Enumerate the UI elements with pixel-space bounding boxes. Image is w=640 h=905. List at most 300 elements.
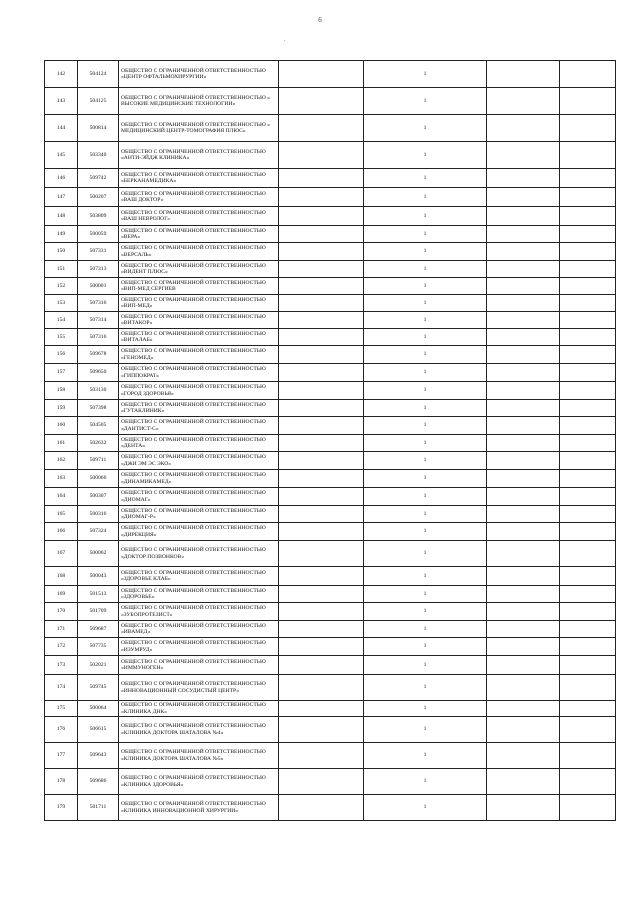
- empty-cell: [560, 261, 616, 278]
- table-row: [45, 115, 616, 142]
- row-value: 1: [364, 603, 487, 621]
- empty-cell: [560, 88, 616, 115]
- row-value: 1: [364, 435, 487, 452]
- empty-cell: [487, 382, 560, 400]
- row-number: 159: [45, 400, 78, 417]
- org-name: ОБЩЕСТВО С ОГРАНИЧЕННОЙ ОТВЕТСТВЕННОСТЬЮ «ИВАМЕД»: [119, 621, 279, 638]
- empty-cell: [487, 61, 560, 88]
- org-code: 500059: [78, 226, 119, 243]
- row-value: 1: [364, 701, 487, 717]
- row-number: 173: [45, 656, 78, 675]
- row-value: 1: [364, 586, 487, 603]
- table-row: [45, 638, 616, 656]
- empty-cell: [487, 621, 560, 638]
- table-row: [45, 364, 616, 382]
- empty-cell: [279, 400, 364, 417]
- empty-cell: [279, 769, 364, 795]
- row-value: 1: [364, 769, 487, 795]
- row-number: 175: [45, 701, 78, 717]
- org-code: 500207: [78, 188, 119, 207]
- row-value: 1: [364, 61, 487, 88]
- empty-cell: [487, 364, 560, 382]
- row-number: 142: [45, 61, 78, 88]
- empty-cell: [279, 621, 364, 638]
- org-name: ОБЩЕСТВО С ОГРАНИЧЕННОЙ ОТВЕТСТВЕННОСТЬЮ «ИММУНОГЕН»: [119, 656, 279, 675]
- org-name: ОБЩЕСТВО С ОГРАНИЧЕННОЙ ОТВЕТСТВЕННОСТЬЮ «ДИОМАГ-Р»: [119, 506, 279, 523]
- empty-cell: [560, 656, 616, 675]
- empty-cell: [487, 638, 560, 656]
- row-number: 176: [45, 717, 78, 743]
- empty-cell: [487, 88, 560, 115]
- empty-cell: [279, 452, 364, 470]
- row-value: 1: [364, 743, 487, 769]
- empty-cell: [560, 488, 616, 506]
- empty-cell: [487, 295, 560, 312]
- empty-cell: [560, 329, 616, 346]
- empty-cell: [560, 61, 616, 88]
- empty-cell: [279, 312, 364, 329]
- empty-cell: [487, 769, 560, 795]
- org-name: ОБЩЕСТВО С ОГРАНИЧЕННОЙ ОТВЕТСТВЕННОСТЬЮ «ВАШ ДОКТОР»: [119, 188, 279, 207]
- empty-cell: [487, 795, 560, 821]
- org-name: ОБЩЕСТВО С ОГРАНИЧЕННОЙ ОТВЕТСТВЕННОСТЬЮ «КЛИНИКА ДОКТОРА ШАТАЛОВА №5»: [119, 743, 279, 769]
- empty-cell: [560, 701, 616, 717]
- table-row: [45, 329, 616, 346]
- row-number: 153: [45, 295, 78, 312]
- empty-cell: [487, 470, 560, 488]
- table-row: [45, 188, 616, 207]
- row-value: 1: [364, 541, 487, 567]
- org-name: ОБЩЕСТВО С ОГРАНИЧЕННОЙ ОТВЕТСТВЕННОСТЬЮ «КЛИНИКА ИННОВАЦИОННОЙ ХИРУРГИИ»: [119, 795, 279, 821]
- empty-cell: [487, 435, 560, 452]
- org-name: ОБЩЕСТВО С ОГРАНИЧЕННОЙ ОТВЕТСТВЕННОСТЬЮ «ГУТАКЛИНИК»: [119, 400, 279, 417]
- empty-cell: [560, 541, 616, 567]
- org-code: 501513: [78, 586, 119, 603]
- org-code: 507398: [78, 400, 119, 417]
- row-number: 172: [45, 638, 78, 656]
- table-row: [45, 675, 616, 701]
- org-name: ОБЩЕСТВО С ОГРАНИЧЕННОЙ ОТВЕТСТВЕННОСТЬЮ «ЗУБОПРОТЕЗИСТ»: [119, 603, 279, 621]
- empty-cell: [487, 243, 560, 261]
- row-number: 146: [45, 169, 78, 188]
- org-code: 503809: [78, 207, 119, 226]
- org-name: ОБЩЕСТВО С ОГРАНИЧЕННОЙ ОТВЕТСТВЕННОСТЬЮ «ВЕРА»: [119, 226, 279, 243]
- empty-cell: [560, 586, 616, 603]
- org-code: 507313: [78, 261, 119, 278]
- empty-cell: [279, 701, 364, 717]
- row-number: 163: [45, 470, 78, 488]
- org-name: ОБЩЕСТВО С ОГРАНИЧЕННОЙ ОТВЕТСТВЕННОСТЬЮ « МЕДИЦИНСКИЙ ЦЕНТР-ТОМОГРАФИЯ ПЛЮС»: [119, 115, 279, 142]
- org-code: 507316: [78, 295, 119, 312]
- row-number: 149: [45, 226, 78, 243]
- table-row: [45, 656, 616, 675]
- table-row: [45, 769, 616, 795]
- org-code: 500001: [78, 278, 119, 295]
- empty-cell: [487, 488, 560, 506]
- row-value: 1: [364, 329, 487, 346]
- org-name: ОБЩЕСТВО С ОГРАНИЧЕННОЙ ОТВЕТСТВЕННОСТЬЮ «ГЕНОМЕД»: [119, 346, 279, 364]
- row-value: 1: [364, 312, 487, 329]
- table-row: [45, 743, 616, 769]
- org-code: 509678: [78, 346, 119, 364]
- org-name: ОБЩЕСТВО С ОГРАНИЧЕННОЙ ОТВЕТСТВЕННОСТЬЮ «ВИП-МЕД СЕРГИЕВ: [119, 278, 279, 295]
- table-row: [45, 169, 616, 188]
- empty-cell: [487, 329, 560, 346]
- org-code: 501709: [78, 603, 119, 621]
- row-value: 1: [364, 621, 487, 638]
- row-number: 162: [45, 452, 78, 470]
- empty-cell: [487, 506, 560, 523]
- row-value: 1: [364, 346, 487, 364]
- org-code: 504125: [78, 88, 119, 115]
- org-code: 503130: [78, 382, 119, 400]
- org-name: ОБЩЕСТВО С ОГРАНИЧЕННОЙ ОТВЕТСТВЕННОСТЬЮ «ВИТАКОР»: [119, 312, 279, 329]
- row-value: 1: [364, 295, 487, 312]
- empty-cell: [487, 400, 560, 417]
- org-code: 500066: [78, 470, 119, 488]
- empty-cell: [279, 488, 364, 506]
- empty-cell: [279, 382, 364, 400]
- row-number: 167: [45, 541, 78, 567]
- row-number: 145: [45, 142, 78, 169]
- row-number: 179: [45, 795, 78, 821]
- empty-cell: [560, 506, 616, 523]
- org-name: ОБЩЕСТВО С ОГРАНИЧЕННОЙ ОТВЕТСТВЕННОСТЬЮ «ВАШ НЕВРОЛОГ»: [119, 207, 279, 226]
- org-name: ОБЩЕСТВО С ОГРАНИЧЕННОЙ ОТВЕТСТВЕННОСТЬЮ «ДАНТИСТ-С»: [119, 417, 279, 435]
- table-row: [45, 586, 616, 603]
- row-number: 178: [45, 769, 78, 795]
- row-value: 1: [364, 207, 487, 226]
- org-code: 507735: [78, 638, 119, 656]
- empty-cell: [560, 675, 616, 701]
- org-code: 509745: [78, 675, 119, 701]
- org-name: ОБЩЕСТВО С ОГРАНИЧЕННОЙ ОТВЕТСТВЕННОСТЬЮ «ВИДЕНТ ПЛЮС»: [119, 261, 279, 278]
- empty-cell: [560, 743, 616, 769]
- org-code: 506615: [78, 717, 119, 743]
- table-row: [45, 261, 616, 278]
- empty-cell: [560, 400, 616, 417]
- empty-cell: [560, 142, 616, 169]
- org-code: 500307: [78, 488, 119, 506]
- empty-cell: [279, 586, 364, 603]
- table-row: [45, 243, 616, 261]
- row-number: 150: [45, 243, 78, 261]
- table-row: [45, 295, 616, 312]
- table-row: [45, 541, 616, 567]
- empty-cell: [279, 226, 364, 243]
- row-value: 1: [364, 115, 487, 142]
- org-code: 501711: [78, 795, 119, 821]
- row-value: 1: [364, 226, 487, 243]
- empty-cell: [279, 567, 364, 586]
- empty-cell: [279, 656, 364, 675]
- row-value: 1: [364, 278, 487, 295]
- empty-cell: [560, 717, 616, 743]
- empty-cell: [560, 523, 616, 541]
- org-name: ОБЩЕСТВО С ОГРАНИЧЕННОЙ ОТВЕТСТВЕННОСТЬЮ «ЦЕНТР ОФТАЛЬМОХИРУРГИИ»: [119, 61, 279, 88]
- empty-cell: [560, 435, 616, 452]
- row-value: 1: [364, 364, 487, 382]
- empty-cell: [487, 278, 560, 295]
- row-value: 1: [364, 470, 487, 488]
- org-code: 500316: [78, 506, 119, 523]
- empty-cell: [279, 278, 364, 295]
- row-value: 1: [364, 452, 487, 470]
- empty-cell: [279, 61, 364, 88]
- org-code: 500064: [78, 701, 119, 717]
- row-value: 1: [364, 142, 487, 169]
- table-row: [45, 701, 616, 717]
- empty-cell: [487, 523, 560, 541]
- empty-cell: [487, 743, 560, 769]
- row-value: 1: [364, 382, 487, 400]
- empty-cell: [560, 364, 616, 382]
- row-value: 1: [364, 567, 487, 586]
- org-code: 509650: [78, 364, 119, 382]
- row-number: 143: [45, 88, 78, 115]
- empty-cell: [279, 417, 364, 435]
- org-code: 502021: [78, 656, 119, 675]
- empty-cell: [487, 567, 560, 586]
- row-number: 156: [45, 346, 78, 364]
- row-number: 177: [45, 743, 78, 769]
- table-row: [45, 382, 616, 400]
- empty-cell: [560, 769, 616, 795]
- org-code: 509742: [78, 169, 119, 188]
- row-number: 161: [45, 435, 78, 452]
- org-name: ОБЩЕСТВО С ОГРАНИЧЕННОЙ ОТВЕТСТВЕННОСТЬЮ «ИННОВАЦИОННЫЙ СОСУДИСТЫЙ ЦЕНТР»: [119, 675, 279, 701]
- empty-cell: [279, 364, 364, 382]
- empty-cell: [560, 243, 616, 261]
- empty-cell: [279, 295, 364, 312]
- empty-cell: [279, 675, 364, 701]
- empty-cell: [560, 346, 616, 364]
- empty-cell: [487, 717, 560, 743]
- table-row: [45, 61, 616, 88]
- table-row: [45, 207, 616, 226]
- org-code: 507316: [78, 329, 119, 346]
- empty-cell: [487, 675, 560, 701]
- empty-cell: [560, 603, 616, 621]
- table-row: [45, 88, 616, 115]
- row-number: 160: [45, 417, 78, 435]
- row-value: 1: [364, 400, 487, 417]
- row-number: 174: [45, 675, 78, 701]
- row-number: 152: [45, 278, 78, 295]
- row-number: 165: [45, 506, 78, 523]
- empty-cell: [560, 226, 616, 243]
- table-row: [45, 278, 616, 295]
- empty-cell: [487, 188, 560, 207]
- empty-cell: [560, 295, 616, 312]
- empty-cell: [560, 312, 616, 329]
- org-code: 509686: [78, 769, 119, 795]
- org-name: ОБЩЕСТВО С ОГРАНИЧЕННОЙ ОТВЕТСТВЕННОСТЬЮ «ДИНАМИКАМЕД»: [119, 470, 279, 488]
- org-name: ОБЩЕСТВО С ОГРАНИЧЕННОЙ ОТВЕТСТВЕННОСТЬЮ « ВЫСОКИЕ МЕДИЦИНСКИЕ ТЕХНОЛОГИИ»: [119, 88, 279, 115]
- row-number: 171: [45, 621, 78, 638]
- row-value: 1: [364, 243, 487, 261]
- table-row: [45, 795, 616, 821]
- row-number: 144: [45, 115, 78, 142]
- org-code: 502632: [78, 435, 119, 452]
- registry-table: [44, 60, 616, 821]
- table-row: [45, 470, 616, 488]
- empty-cell: [279, 717, 364, 743]
- empty-cell: [279, 795, 364, 821]
- empty-cell: [560, 795, 616, 821]
- org-name: ОБЩЕСТВО С ОГРАНИЧЕННОЙ ОТВЕТСТВЕННОСТЬЮ «КЛИНИКА ЗДОРОВЬЯ»: [119, 769, 279, 795]
- empty-cell: [279, 88, 364, 115]
- row-number: 155: [45, 329, 78, 346]
- empty-cell: [487, 452, 560, 470]
- table-row: [45, 312, 616, 329]
- empty-cell: [279, 243, 364, 261]
- org-name: ОБЩЕСТВО С ОГРАНИЧЕННОЙ ОТВЕТСТВЕННОСТЬЮ «ГИППОКРАТ»: [119, 364, 279, 382]
- empty-cell: [487, 226, 560, 243]
- empty-cell: [279, 207, 364, 226]
- empty-cell: [560, 621, 616, 638]
- empty-cell: [487, 312, 560, 329]
- empty-cell: [487, 701, 560, 717]
- empty-cell: [487, 656, 560, 675]
- org-code: 504124: [78, 61, 119, 88]
- empty-cell: [487, 586, 560, 603]
- row-value: 1: [364, 717, 487, 743]
- row-value: 1: [364, 261, 487, 278]
- table-row: [45, 567, 616, 586]
- org-name: ОБЩЕСТВО С ОГРАНИЧЕННОЙ ОТВЕТСТВЕННОСТЬЮ «ВИП-МЕД»: [119, 295, 279, 312]
- empty-cell: [279, 743, 364, 769]
- table-row: [45, 603, 616, 621]
- org-code: 500062: [78, 541, 119, 567]
- row-number: 157: [45, 364, 78, 382]
- row-number: 166: [45, 523, 78, 541]
- empty-cell: [279, 470, 364, 488]
- row-value: 1: [364, 417, 487, 435]
- row-value: 1: [364, 795, 487, 821]
- empty-cell: [279, 142, 364, 169]
- row-value: 1: [364, 88, 487, 115]
- row-value: 1: [364, 169, 487, 188]
- table-row: [45, 717, 616, 743]
- row-number: 168: [45, 567, 78, 586]
- org-code: 504505: [78, 417, 119, 435]
- row-value: 1: [364, 188, 487, 207]
- empty-cell: [279, 435, 364, 452]
- org-name: ОБЩЕСТВО С ОГРАНИЧЕННОЙ ОТВЕТСТВЕННОСТЬЮ «ГОРОД ЗДОРОВЬЯ»: [119, 382, 279, 400]
- empty-cell: [487, 603, 560, 621]
- empty-cell: [560, 382, 616, 400]
- row-number: 164: [45, 488, 78, 506]
- registry-table-body: [45, 61, 616, 821]
- table-row: [45, 452, 616, 470]
- table-row: [45, 435, 616, 452]
- row-number: 151: [45, 261, 78, 278]
- row-number: 158: [45, 382, 78, 400]
- row-number: 147: [45, 188, 78, 207]
- row-number: 154: [45, 312, 78, 329]
- org-name: ОБЩЕСТВО С ОГРАНИЧЕННОЙ ОТВЕТСТВЕННОСТЬЮ «БЕРКАНАМЕДИКА»: [119, 169, 279, 188]
- org-name: ОБЩЕСТВО С ОГРАНИЧЕННОЙ ОТВЕТСТВЕННОСТЬЮ «КЛИНИКА ДНК»: [119, 701, 279, 717]
- scan-mark: .: [284, 37, 286, 43]
- empty-cell: [279, 523, 364, 541]
- page-number: 6: [318, 16, 322, 24]
- row-value: 1: [364, 638, 487, 656]
- empty-cell: [279, 346, 364, 364]
- empty-cell: [560, 278, 616, 295]
- empty-cell: [487, 346, 560, 364]
- org-name: ОБЩЕСТВО С ОГРАНИЧЕННОЙ ОТВЕТСТВЕННОСТЬЮ «ДЖИ ЭМ ЭС ЭКО»: [119, 452, 279, 470]
- org-name: ОБЩЕСТВО С ОГРАНИЧЕННОЙ ОТВЕТСТВЕННОСТЬЮ «ДИРЕКЦИЯ»: [119, 523, 279, 541]
- empty-cell: [279, 261, 364, 278]
- empty-cell: [487, 169, 560, 188]
- empty-cell: [279, 329, 364, 346]
- org-name: ОБЩЕСТВО С ОГРАНИЧЕННОЙ ОТВЕТСТВЕННОСТЬЮ «ИЗУМРУД»: [119, 638, 279, 656]
- row-value: 1: [364, 506, 487, 523]
- org-name: ОБЩЕСТВО С ОГРАНИЧЕННОЙ ОТВЕТСТВЕННОСТЬЮ «КЛИНИКА ДОКТОРА ШАТАЛОВА №4»: [119, 717, 279, 743]
- empty-cell: [487, 541, 560, 567]
- table-row: [45, 400, 616, 417]
- org-code: 500814: [78, 115, 119, 142]
- empty-cell: [560, 567, 616, 586]
- org-code: 503340: [78, 142, 119, 169]
- org-name: ОБЩЕСТВО С ОГРАНИЧЕННОЙ ОТВЕТСТВЕННОСТЬЮ «ЗДОРОВЬЕ КЛАБ»: [119, 567, 279, 586]
- row-value: 1: [364, 675, 487, 701]
- org-code: 507331: [78, 243, 119, 261]
- empty-cell: [279, 638, 364, 656]
- table-row: [45, 346, 616, 364]
- table-row: [45, 417, 616, 435]
- row-value: 1: [364, 523, 487, 541]
- table-row: [45, 506, 616, 523]
- empty-cell: [279, 188, 364, 207]
- empty-cell: [279, 506, 364, 523]
- empty-cell: [560, 115, 616, 142]
- table-row: [45, 621, 616, 638]
- empty-cell: [487, 115, 560, 142]
- org-name: ОБЩЕСТВО С ОГРАНИЧЕННОЙ ОТВЕТСТВЕННОСТЬЮ «ВИТАЛАБ»: [119, 329, 279, 346]
- empty-cell: [560, 417, 616, 435]
- org-code: 509643: [78, 743, 119, 769]
- table-row: [45, 142, 616, 169]
- empty-cell: [560, 169, 616, 188]
- table-row: [45, 488, 616, 506]
- empty-cell: [560, 207, 616, 226]
- empty-cell: [279, 603, 364, 621]
- empty-cell: [560, 638, 616, 656]
- row-number: 148: [45, 207, 78, 226]
- org-name: ОБЩЕСТВО С ОГРАНИЧЕННОЙ ОТВЕТСТВЕННОСТЬЮ «ДОКТОР ПОЗВОНКОВ»: [119, 541, 279, 567]
- org-code: 507324: [78, 523, 119, 541]
- row-value: 1: [364, 656, 487, 675]
- empty-cell: [279, 169, 364, 188]
- row-number: 170: [45, 603, 78, 621]
- org-code: 509687: [78, 621, 119, 638]
- org-name: ОБЩЕСТВО С ОГРАНИЧЕННОЙ ОТВЕТСТВЕННОСТЬЮ «ВЕРСАЛЬ»: [119, 243, 279, 261]
- table-row: [45, 226, 616, 243]
- empty-cell: [279, 115, 364, 142]
- org-name: ОБЩЕСТВО С ОГРАНИЧЕННОЙ ОТВЕТСТВЕННОСТЬЮ «ДЕНТА»: [119, 435, 279, 452]
- empty-cell: [487, 261, 560, 278]
- empty-cell: [487, 207, 560, 226]
- org-name: ОБЩЕСТВО С ОГРАНИЧЕННОЙ ОТВЕТСТВЕННОСТЬЮ «ДИОМАГ»: [119, 488, 279, 506]
- org-code: 507314: [78, 312, 119, 329]
- org-name: ОБЩЕСТВО С ОГРАНИЧЕННОЙ ОТВЕТСТВЕННОСТЬЮ «АНТИ-ЭЙДЖ КЛИНИКА»: [119, 142, 279, 169]
- empty-cell: [560, 470, 616, 488]
- row-value: 1: [364, 488, 487, 506]
- empty-cell: [560, 452, 616, 470]
- empty-cell: [279, 541, 364, 567]
